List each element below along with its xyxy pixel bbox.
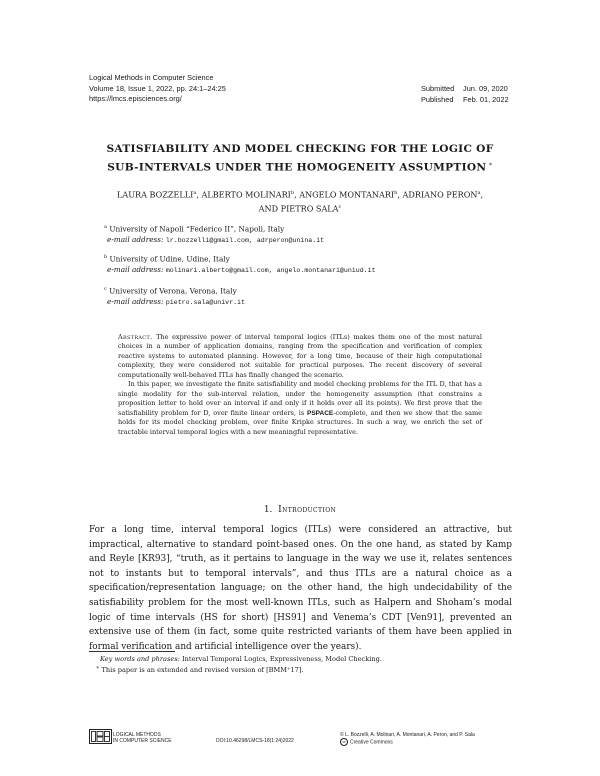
creative-commons-icon[interactable]: cc (340, 738, 348, 746)
email-addresses[interactable]: lr.bozzelli@gmail.com, adrperon@unina.it (165, 237, 325, 245)
email-label: e-mail address: (107, 297, 164, 307)
introduction-paragraph: For a long time, interval temporal logics (ITLs) were considered an attractive, but impractical, alternative to standard point-based ones. On the one hand, as stated by Kamp and Reyle [KR93], “truth, as it pertains to language in the way we use it, relates sentences not to instants but to temporal intervals”, and thus ITLs are a natural choice as a specification/representation language; on the other hand, the high undecidability of the satisfiability problem for the most well-known ITLs, such as Halpern and Shoham’s modal logic of time intervals (HS for short) [HS91] and Venema’s CDT [Ven91], prevented an extensive use of them (in fact, some quite restricted variants of them have been applied in formal verification and artificial intelligence over the years). (89, 525, 512, 652)
affiliation-mark: b (104, 254, 108, 260)
lmcs-logo (89, 729, 112, 744)
affiliation-institution: University of Udine, Udine, Italy (109, 254, 230, 264)
published-date: Feb. 01, 2022 (463, 94, 509, 104)
affiliation-a (104, 222, 324, 247)
submitted-label: Submitted (421, 84, 455, 93)
author-name: ANGELO MONTANARI (299, 189, 395, 200)
title-line-1: SATISFIABILITY AND MODEL CHECKING FOR THE LOGIC OF (106, 143, 494, 155)
email-addresses[interactable]: molinari.alberto@gmail.com, angelo.montanari@uniud.it (165, 267, 376, 275)
author-name: ALBERTO MOLINARI (201, 189, 291, 200)
keywords-text: Interval Temporal Logics, Expressiveness, Model Checking. (181, 655, 382, 663)
submitted-date: Jun. 09, 2020 (463, 84, 508, 93)
version-footnote (96, 664, 304, 675)
volume-info: Volume 18, Issue 1, 2022, pp. 24:1–24:25 (89, 83, 226, 93)
abstract-paragraph-1: The expressive power of interval temporal logics (ITLs) makes them one of the most natural choices in a number of application domains, ranging from the specification and verification of complex reactive systems to automated planning. However, for a long time, because of their high computational complexity, they were considered not suitable for practical purposes. The recent discovery of several computationally well-behaved ITLs has finally changed the scenario. (118, 333, 482, 379)
version-footnote-text: This paper is an extended and revised version of [BMM⁺17]. (101, 666, 304, 675)
published-label: Published (421, 94, 454, 104)
affiliation-c (104, 284, 245, 309)
email-label: e-mail address: (107, 235, 164, 245)
affiliation-mark: c (104, 286, 107, 292)
affiliation-institution: University of Napoli “Federico II”, Napoli, Italy (109, 224, 285, 234)
affiliation-institution: University of Verona, Verona, Italy (109, 286, 237, 296)
lmcs-logo-mark (89, 729, 112, 744)
title-footnote-mark[interactable]: ∗ (488, 161, 493, 168)
footnote-mark: ∗ (96, 665, 100, 671)
dates-block (421, 84, 509, 105)
lmcs-logo-text (113, 732, 172, 744)
journal-header (89, 73, 226, 105)
abstract (118, 333, 482, 437)
author-mark: a (193, 190, 197, 196)
copyright-text: © L. Bozzelli, A. Molinari, A. Montanari, A. Peron, and P. Sala (340, 732, 475, 738)
affiliation-mark: a (104, 224, 107, 230)
section-number: 1. (263, 505, 273, 515)
section-title: Introduction (278, 505, 337, 515)
footnote-rule (89, 651, 175, 652)
abstract-paragraph-2a: In this paper, we investigate the finite satisfiability and model checking problems for the ITL D, that has a single modality for the sub-interval relation, under the homogeneity assumption (that constrains a proposition letter to hold over an interval if and only if it holds over all its points). We first prove that the satisfiability problem for D, over finite linear orders, is (118, 380, 482, 417)
doi[interactable]: DOI:10.46298/LMCS-18(1:24)2022 (216, 738, 294, 744)
email-addresses[interactable]: pietro.sala@univr.it (165, 299, 245, 307)
author-list: LAURA BOZZELLI$^a$, ALBERTO MOLINARI$^b$, ANGELO MONTANARI$^b$, ADRIANO PERON$^a$, AND PIETRO SALA$^c$ (116, 189, 484, 214)
abstract-heading: Abstract. (118, 333, 153, 341)
paper-title (90, 142, 510, 176)
license-text[interactable]: Creative Commons (350, 739, 393, 746)
author-name: LAURA BOZZELLI (116, 189, 194, 200)
logo-text-line-1: LOGICAL METHODS (113, 732, 161, 738)
title-line-2: SUB-INTERVALS UNDER THE HOMOGENEITY ASSUMPTION (107, 161, 487, 174)
author-mark: b (290, 190, 295, 196)
logo-text-line-2: IN COMPUTER SCIENCE (113, 738, 172, 745)
complexity-class: PSPACE (306, 409, 334, 417)
abstract-paragraph-2b: -complete, and then we show that the same holds for its model checking problem, over finite Kripke structures. In such a way, we enrich the set of tractable interval temporal logics with a new meaningful representative. (118, 408, 482, 436)
keywords-footnote (100, 655, 382, 664)
section-heading (90, 505, 510, 515)
author-mark: c (338, 203, 342, 210)
author-name: ADRIANO PERON (402, 189, 478, 200)
author-mark: a (477, 190, 481, 196)
copyright-notice (340, 732, 475, 746)
keywords-label: Key words and phrases: (100, 655, 180, 663)
email-label: e-mail address: (107, 265, 164, 275)
author-mark: b (394, 190, 398, 196)
affiliation-b (104, 252, 376, 277)
journal-url[interactable]: https://lmcs.episciences.org/ (89, 94, 182, 103)
author-name: AND PIETRO SALA (258, 203, 339, 214)
journal-name: Logical Methods in Computer Science (89, 73, 214, 82)
